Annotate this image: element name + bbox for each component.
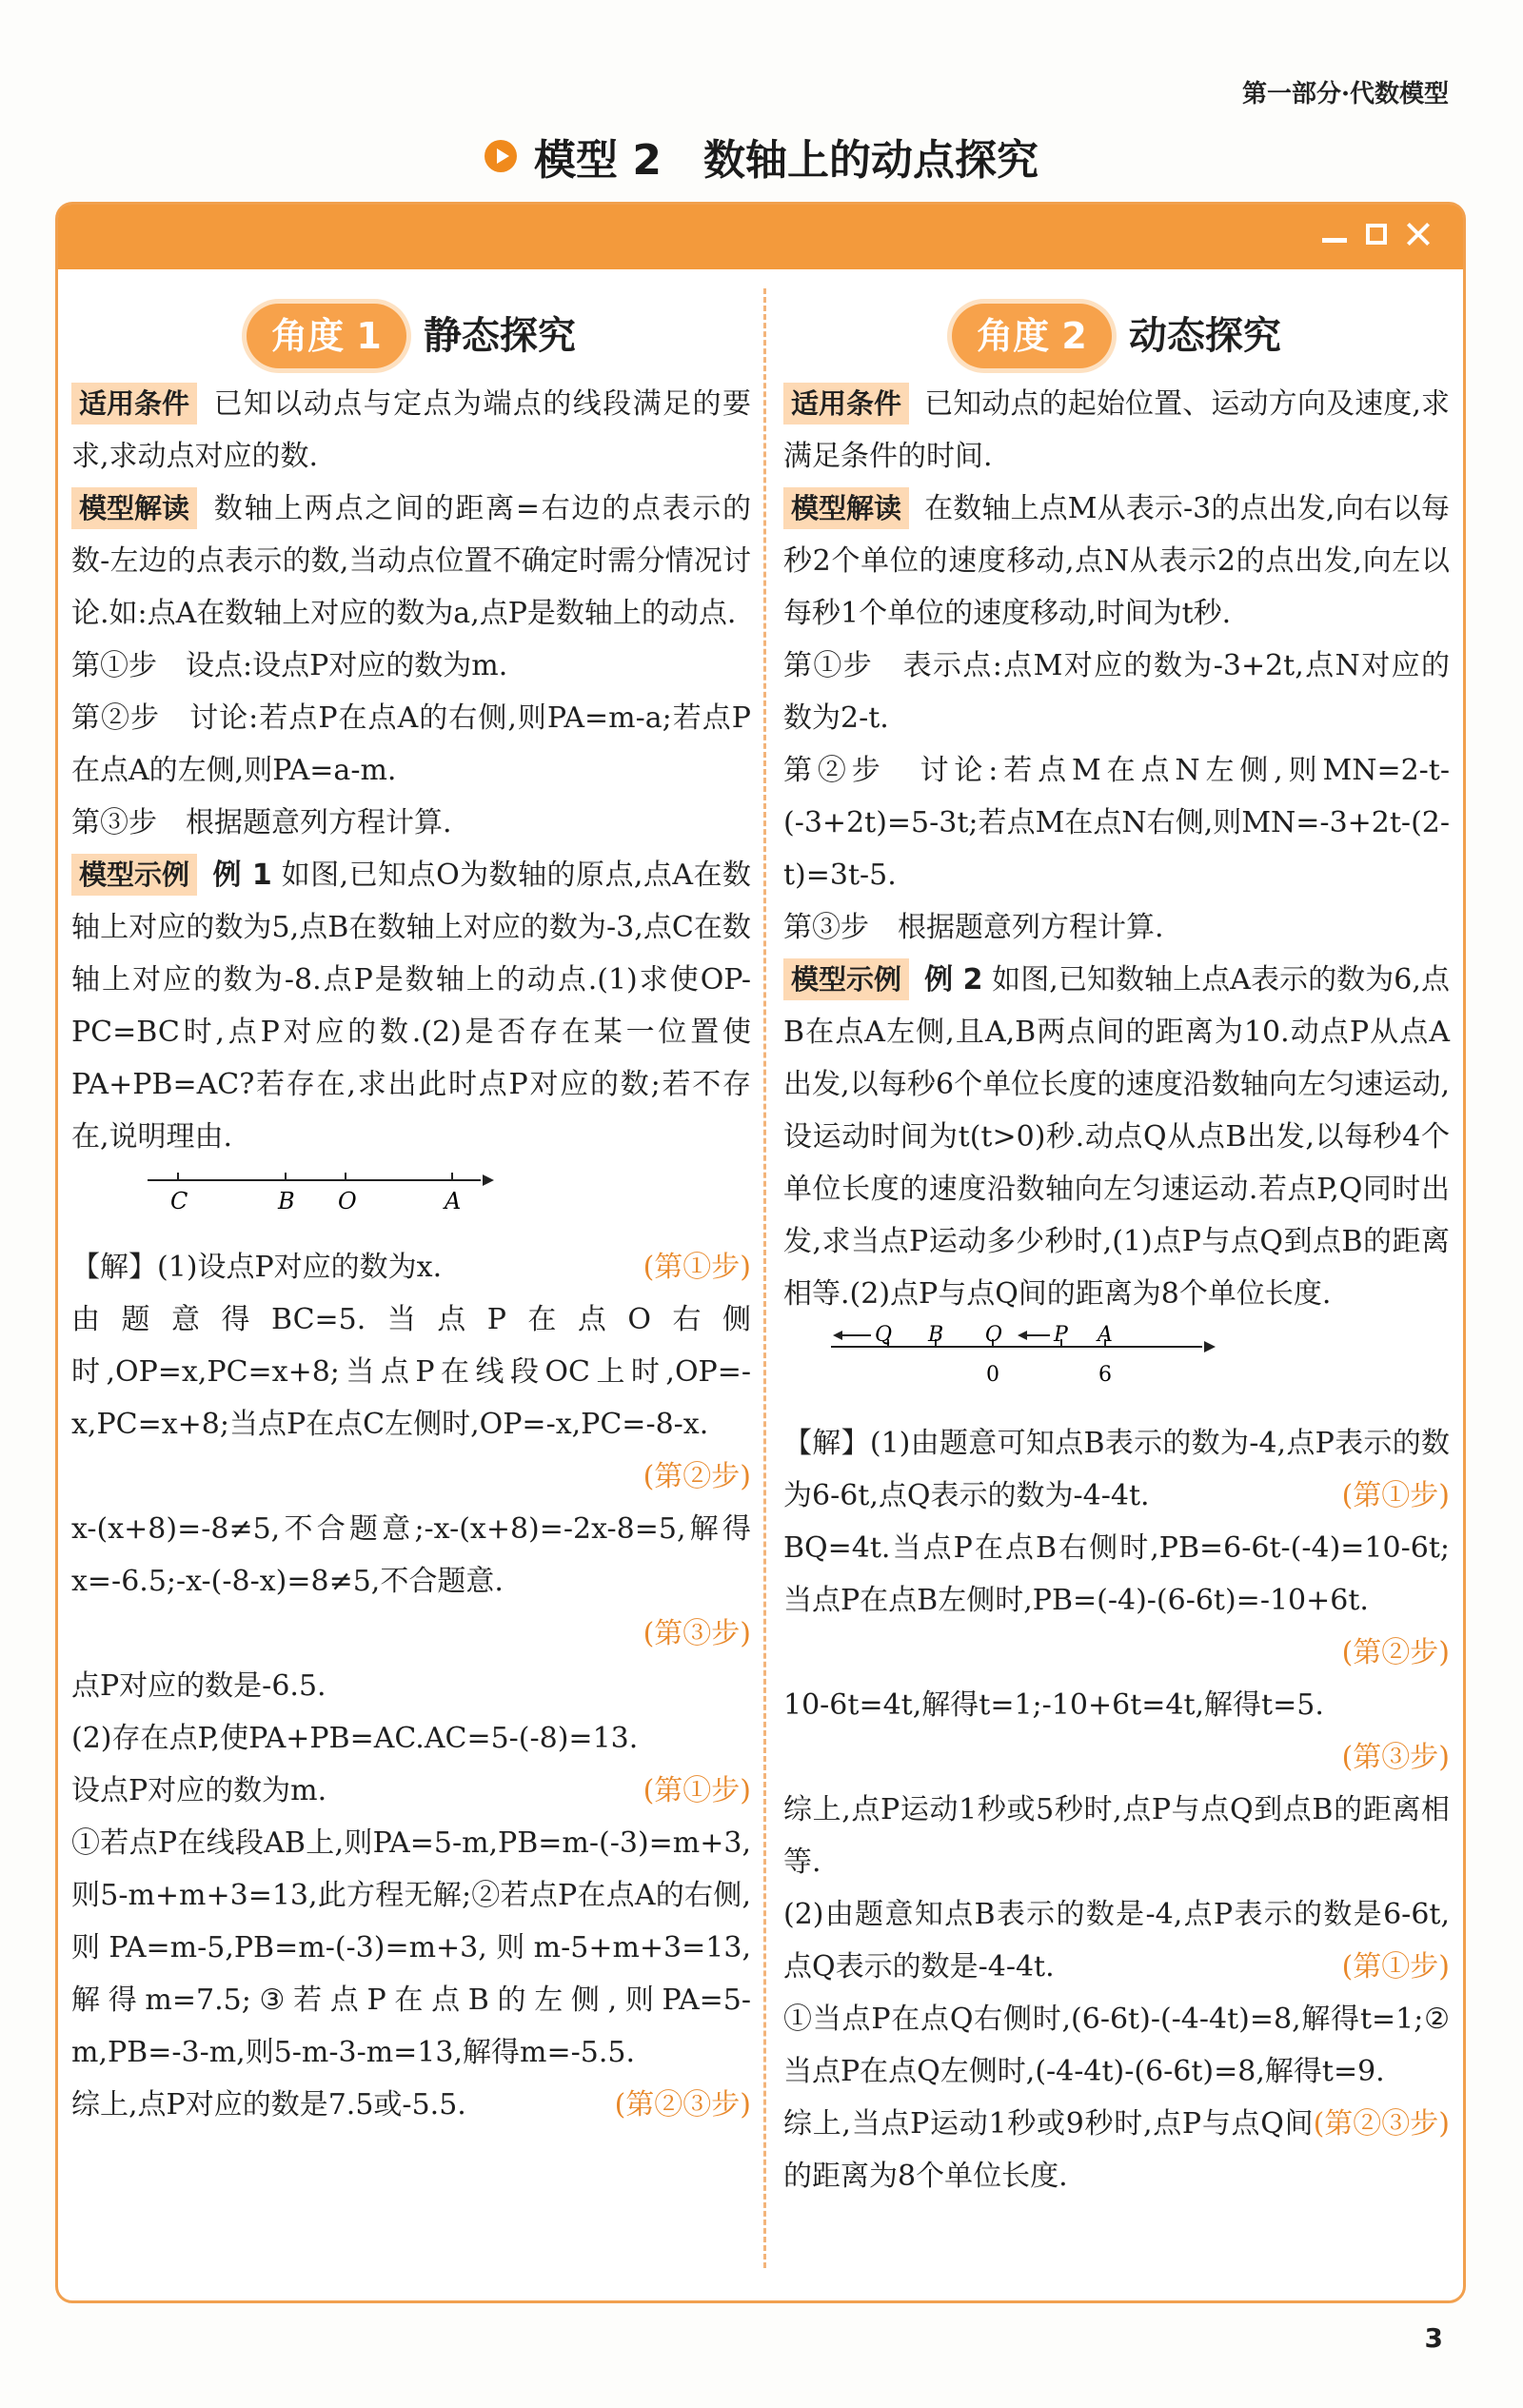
step-note: (第③步) — [643, 1617, 751, 1650]
example-label: 例 2 — [924, 963, 983, 997]
page-number: 3 — [1424, 2322, 1443, 2354]
axis-label-b: B — [278, 1188, 295, 1214]
axis-label-p: P — [1054, 1323, 1068, 1347]
maximize-icon — [1366, 224, 1387, 245]
axis-label-a: A — [445, 1188, 462, 1214]
solution-line: BQ=4t.当点P在点B右侧时,PB=6-6t-(-4)=10-6t;当点P在点B左侧时,PB=(-4)-(6-6t)=-10+6t. — [783, 1531, 1450, 1617]
step-note: (第①步) — [643, 1774, 751, 1807]
model-title-text: 数轴上的动点探究 — [702, 136, 1038, 185]
axis-tick-6: 6 — [1098, 1363, 1112, 1387]
solution-line: 综上,当点P运动1秒或9秒时,点P与点Q间的距离为8个单位长度. — [783, 2107, 1314, 2193]
reading-paragraph — [71, 483, 751, 640]
condition-paragraph — [71, 378, 751, 483]
minimize-icon — [1322, 238, 1347, 243]
right-column — [783, 296, 1450, 2202]
condition-tag: 适用条件 — [783, 383, 909, 424]
solution-text: (2)由题意知点B表示的数是-4,点P表示的数是6-6t,点Q表示的数是-4-4t. — [783, 1898, 1450, 1984]
step-note-line — [71, 1451, 751, 1503]
angle-2-badge: 角度 2 — [952, 304, 1112, 368]
step-1: 第①步 表示点:点M对应的数为-3+2t,点N对应的数为2-t. — [783, 649, 1450, 735]
condition-text: 已知以动点与定点为端点的线段满足的要求,求动点对应的数. — [71, 387, 751, 473]
axis-label-a: A — [1098, 1323, 1113, 1347]
solution-line — [783, 1888, 1450, 1993]
axis-label-c: C — [170, 1188, 188, 1214]
solution-line — [71, 1765, 751, 1817]
reading-text: 在数轴上点M从表示-3的点出发,向右以每秒2个单位的速度移动,点N从表示2的点出发,向左以每秒1个单位的速度移动,时间为t秒. — [783, 492, 1450, 630]
angle-2-title: 动态探究 — [1128, 313, 1281, 358]
solution-line — [783, 1993, 1450, 2141]
play-icon — [485, 140, 517, 172]
step-note-line — [783, 1627, 1450, 1679]
step-2: 第②步 讨论:若点P在点A的右侧,则PA=m-a;若点P在点A的左侧,则PA=a-m. — [71, 701, 751, 787]
example-text: 如图,已知点O为数轴的原点,点A在数轴上对应的数为5,点B在数轴上对应的数为-3,点C在数轴上对应的数为-8.点P是数轴上的动点.(1)求使OP-PC=BC时,点P对应的数.(2)是否存在某一位置使PA+PB=AC?若存在,求出此时点P对应的数;若不存在,说明理由. — [71, 859, 751, 1154]
reading-tag: 模型解读 — [71, 487, 197, 529]
angle-1-title: 静态探究 — [423, 313, 576, 358]
step-note: (第②③步) — [1313, 2107, 1450, 2141]
number-line-1 — [71, 1163, 751, 1224]
step-1: 第①步 设点:设点P对应的数为m. — [71, 649, 508, 682]
example-label: 例 1 — [212, 859, 272, 892]
solution-text: ①若点P在线段AB上,则PA=5-m,PB=m-(-3)=m+3,则5-m+m+3=13,此方程无解;②若点P在点A的右侧,则PA=m-5,PB=m-(-3)=m+3,则m-5+m+3=13,解得m=7.5;③若点P在点B的左侧,则PA=5-m,PB=-3-m,则5-m-3-m=13,解得m=-5.5. — [71, 1826, 751, 2069]
solution-line: 由题意得BC=5.当点P在点O右侧时,OP=x,PC=x+8;当点P在线段OC上时,OP=-x,PC=x+8;当点P在点C左侧时,OP=-x,PC=-8-x. — [71, 1303, 751, 1441]
condition-text: 已知动点的起始位置、运动方向及速度,求满足条件的时间. — [783, 387, 1450, 473]
solution-line: x-(x+8)=-8≠5,不合题意;-x-(x+8)=-2x-8=5,解得x=-6.5;-x-(-8-x)=8≠5,不合题意. — [71, 1512, 751, 1598]
step-note: (第②步) — [643, 1460, 751, 1493]
axis-tick-0: 0 — [986, 1363, 999, 1387]
axis-label-o: O — [985, 1323, 1003, 1347]
angle-1-header — [71, 296, 751, 376]
solution-line — [783, 1417, 1450, 1522]
window-title-bar — [58, 205, 1463, 269]
reading-tag: 模型解读 — [783, 487, 909, 529]
solution-line: 综上,点P对应的数是7.5或-5.5. — [71, 2088, 466, 2122]
step-note: (第②步) — [1341, 1636, 1450, 1669]
step-note: (第①步) — [1341, 1479, 1450, 1512]
example-text: 如图,已知数轴上点A表示的数为6,点B在点A左侧,且A,B两点间的距离为10.动点P从点A出发,以每秒6个单位长度的速度沿数轴向左匀速运动,设运动时间为t(t>0)秒.动点Q从点B出发,以每秒4个单位长度的速度沿数轴向左匀速运动.若点P,Q同时出发,求当点P运动多少秒时,(1)点P与点Q到点B的距离相等.(2)点P与点Q间的距离为8个单位长度. — [783, 963, 1450, 1311]
axis-label-b: B — [928, 1323, 944, 1347]
left-column — [71, 296, 751, 2131]
example-tag: 模型示例 — [783, 958, 909, 1000]
step-note-line — [71, 1608, 751, 1660]
solution-text: ①当点P在点Q右侧时,(6-6t)-(-4-4t)=8,解得t=1;②当点P在点Q左侧时,(-4-4t)-(6-6t)=8,解得t=9. — [783, 2003, 1450, 2088]
column-divider — [763, 288, 766, 2268]
example-paragraph — [71, 849, 751, 1163]
reading-paragraph — [783, 483, 1450, 640]
number-line-2 — [783, 1320, 1450, 1400]
angle-2-header — [783, 296, 1450, 376]
step-note-line — [783, 1731, 1450, 1784]
content-window — [55, 202, 1466, 2303]
step-2: 第②步 讨论:若点M在点N左侧,则MN=2-t-(-3+2t)=5-3t;若点M在点N右侧,则MN=-3+2t-(2-t)=3t-5. — [783, 754, 1450, 892]
solution-text: 【解】(1)设点P对应的数为x. — [71, 1251, 443, 1284]
window-controls — [1322, 222, 1431, 247]
step-note: (第①步) — [643, 1251, 751, 1284]
section-header: 第一部分·代数模型 — [1241, 80, 1449, 109]
solution-text: 【解】(1)由题意可知点B表示的数为-4,点P表示的数为6-6t,点Q表示的数为-4-4t. — [783, 1427, 1450, 1512]
solution-line — [71, 1241, 751, 1293]
condition-tag: 适用条件 — [71, 383, 197, 424]
axis-label-o: O — [338, 1188, 357, 1214]
example-paragraph — [783, 954, 1450, 1320]
solution-line: 综上,点P运动1秒或5秒时,点P与点Q到点B的距离相等. — [783, 1793, 1450, 1879]
axis-label-q: Q — [875, 1323, 893, 1347]
solution-text: 设点P对应的数为m. — [71, 1774, 327, 1807]
step-3: 第③步 根据题意列方程计算. — [71, 806, 452, 839]
angle-1-badge: 角度 1 — [247, 304, 406, 368]
example-tag: 模型示例 — [71, 854, 197, 896]
solution-line: 10-6t=4t,解得t=1;-10+6t=4t,解得t=5. — [783, 1688, 1324, 1722]
step-note: (第②③步) — [614, 2088, 751, 2122]
model-title — [0, 126, 1523, 187]
reading-text: 数轴上两点之间的距离=右边的点表示的数-左边的点表示的数,当动点位置不确定时需分情况讨论.如:点A在数轴上对应的数为a,点P是数轴上的动点. — [71, 492, 751, 630]
step-note: (第①步) — [1341, 1950, 1450, 1984]
close-icon — [1406, 222, 1431, 247]
step-3: 第③步 根据题意列方程计算. — [783, 911, 1164, 944]
solution-line: 点P对应的数是-6.5. — [71, 1669, 326, 1703]
condition-paragraph — [783, 378, 1450, 483]
step-note: (第③步) — [1341, 1741, 1450, 1774]
solution-line: (2)存在点P,使PA+PB=AC.AC=5-(-8)=13. — [71, 1722, 639, 1755]
model-number: 模型 2 — [534, 136, 662, 185]
